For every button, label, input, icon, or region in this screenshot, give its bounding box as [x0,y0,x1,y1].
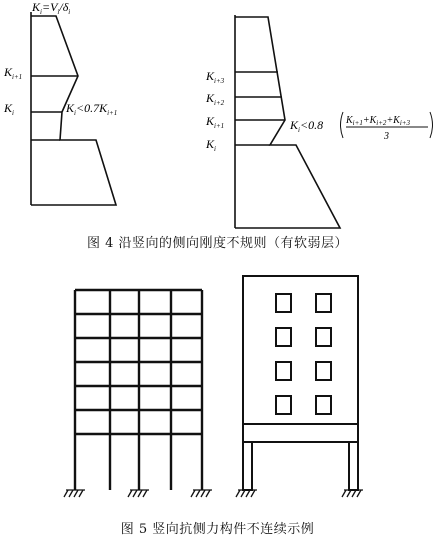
window-icon [276,294,291,312]
fig4-left-label-ki: $K_i$ [4,101,14,117]
fixed-support-icon [236,490,257,497]
window-icon [316,294,331,312]
fixed-support-icon [64,490,85,497]
fig5-left-frame [75,290,202,490]
fig4-right-denominator: 3 [384,131,389,142]
fig5-right-column [349,442,358,490]
fig4-right-label-ki1: $K_{i+1}$ [206,114,225,130]
fig4-right-numerator: $K_{i+1}+K_{i+2}+K_{i+3}$ [346,115,411,127]
window-icon [316,396,331,414]
window-icon [276,396,291,414]
fig5-left-supports [64,490,212,497]
fig4-right-paren-right [430,112,433,138]
figure4-caption: 图 4 沿竖向的侧向刚度不规则（有软弱层） [86,236,349,251]
fig4-right-diagram [235,15,340,228]
fig5-right-supports [236,490,363,497]
window-icon [276,362,291,380]
window-icon [276,328,291,346]
fig4-left-top-formula: $K_i=V_i/\delta_i$ [32,0,71,16]
fixed-support-icon [191,490,212,497]
fig4-right-label-ki3: $K_{i+3}$ [206,69,225,85]
fixed-support-icon [128,490,149,497]
fig4-left-condition: $K_i<0.7K_{i+1}$ [66,101,118,117]
fig5-left-column [243,442,252,490]
fixed-support-icon [342,490,363,497]
fig4-left-label-ki1: $K_{i+1}$ [4,65,23,81]
fig4-right-condition [289,112,433,142]
fig4-right-paren-left [341,112,344,138]
fig5-wall-openings [276,294,331,414]
fig4-right-stiffness-profile [235,17,340,228]
fig5-shear-wall-outline [243,276,358,424]
window-icon [316,328,331,346]
fig4-right-label-ki2: $K_{i+2}$ [206,91,225,107]
fig4-right-label-ki: $K_i$ [206,137,216,153]
fig5-right-wall-frame [243,276,358,490]
window-icon [316,362,331,380]
fig5-transfer-beam [243,424,358,442]
figure5-caption: 图 5 竖向抗侧力构件不连续示例 [120,522,315,537]
fig4-right-condition-lhs: $K_i<0.8$ [290,118,324,134]
